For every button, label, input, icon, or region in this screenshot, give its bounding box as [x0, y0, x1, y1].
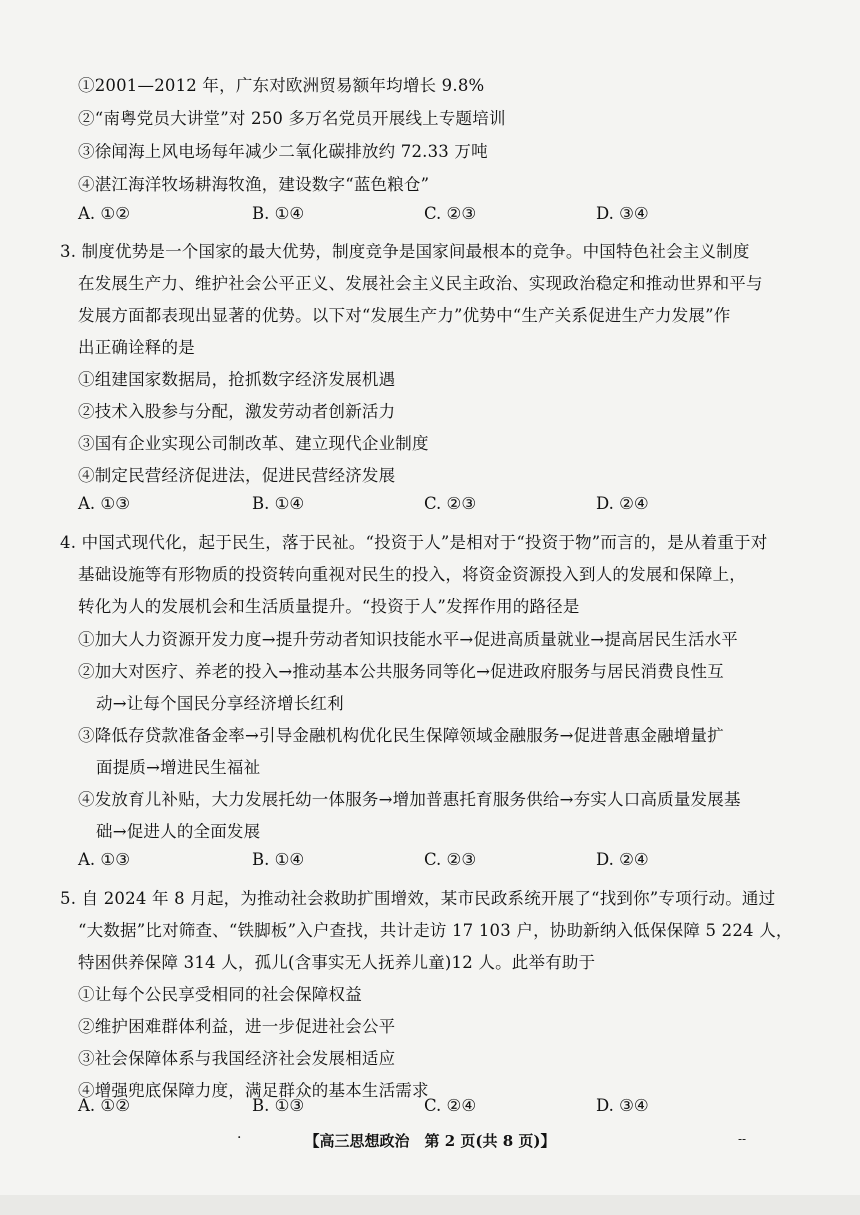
- q5-option-d: D. ③④: [596, 1096, 649, 1115]
- q4-option-c: C. ②③: [424, 850, 477, 869]
- q5-option-c: C. ②④: [424, 1096, 477, 1115]
- q3-stem-line-2: 在发展生产力、维护社会公平正义、发展社会主义民主政治、实现政治稳定和推动世界和平与: [78, 274, 763, 293]
- q5-choice-4: ④增强兜底保障力度，满足群众的基本生活需求: [78, 1081, 429, 1100]
- q3-option-b: B. ①④: [252, 494, 305, 513]
- q5-stem-line-1: 5. 自 2024 年 8 月起，为推动社会救助扩围增效，某市民政系统开展了“找到你”专项行动。通过: [60, 889, 776, 908]
- q3-choice-4: ④制定民营经济促进法，促进民营经济发展: [78, 466, 396, 485]
- q3-choice-2: ②技术入股参与分配，激发劳动者创新活力: [78, 402, 396, 421]
- stray-dash-mark: --: [738, 1132, 747, 1146]
- q3-option-c: C. ②③: [424, 494, 477, 513]
- q2-option-b: B. ①④: [252, 204, 305, 223]
- q5-option-b: B. ①③: [252, 1096, 305, 1115]
- q2-choice-1: ①2001—2012 年，广东对欧洲贸易额年均增长 9.8%: [78, 76, 485, 95]
- stray-dot-mark: ·: [237, 1130, 242, 1146]
- q4-choice-3-cont: 面提质→增进民生福祉: [96, 758, 261, 777]
- q5-choice-2: ②维护困难群体利益，进一步促进社会公平: [78, 1017, 396, 1036]
- q2-choice-2: ②“南粤党员大讲堂”对 250 多万名党员开展线上专题培训: [78, 109, 506, 128]
- q3-option-a: A. ①③: [78, 494, 130, 513]
- q5-stem-line-3: 特困供养保障 314 人，孤儿(含事实无人抚养儿童)12 人。此举有助于: [78, 953, 596, 972]
- q3-choice-1: ①组建国家数据局，抢抓数字经济发展机遇: [78, 370, 396, 389]
- q2-choice-3: ③徐闻海上风电场每年减少二氧化碳排放约 72.33 万吨: [78, 142, 488, 161]
- q4-stem-line-3: 转化为人的发展机会和生活质量提升。“投资于人”发挥作用的路径是: [78, 597, 580, 616]
- q2-option-d: D. ③④: [596, 204, 649, 223]
- q2-option-c: C. ②③: [424, 204, 477, 223]
- q4-choice-1: ①加大人力资源开发力度→提升劳动者知识技能水平→促进高质量就业→提高居民生活水平: [78, 630, 738, 649]
- q4-choice-2-cont: 动→让每个国民分享经济增长红利: [96, 694, 344, 713]
- scan-bottom-margin: [0, 1195, 860, 1215]
- q4-choice-4: ④发放育儿补贴，大力发展托幼一体服务→增加普惠托育服务供给→夯实人口高质量发展基: [78, 790, 741, 809]
- q3-stem-line-4: 出正确诠释的是: [78, 338, 195, 357]
- q4-choice-3: ③降低存贷款准备金率→引导金融机构优化民生保障领域金融服务→促进普惠金融增量扩: [78, 726, 724, 745]
- q3-stem-line-3: 发展方面都表现出显著的优势。以下对“发展生产力”优势中“生产关系促进生产力发展”作: [78, 306, 731, 325]
- q4-stem-line-2: 基础设施等有形物质的投资转向重视对民生的投入，将资金资源投入到人的发展和保障上，: [78, 565, 746, 584]
- q2-choice-4: ④湛江海洋牧场耕海牧渔，建设数字“蓝色粮仓”: [78, 175, 430, 194]
- q4-choice-2: ②加大对医疗、养老的投入→推动基本公共服务同等化→促进政府服务与居民消费良性互: [78, 662, 724, 681]
- q4-stem-line-1: 4. 中国式现代化，起于民生，落于民祉。“投资于人”是相对于“投资于物”而言的，是从着重于对: [60, 533, 768, 552]
- q4-option-a: A. ①③: [78, 850, 130, 869]
- q4-option-b: B. ①④: [252, 850, 305, 869]
- q5-choice-1: ①让每个公民享受相同的社会保障权益: [78, 985, 362, 1004]
- q4-choice-4-cont: 础→促进人的全面发展: [96, 822, 261, 841]
- page-footer: 【高三思想政治 第 2 页(共 8 页)】: [304, 1132, 556, 1150]
- q4-option-d: D. ②④: [596, 850, 649, 869]
- q5-choice-3: ③社会保障体系与我国经济社会发展相适应: [78, 1049, 396, 1068]
- q3-option-d: D. ②④: [596, 494, 649, 513]
- q5-option-a: A. ①②: [78, 1096, 130, 1115]
- q5-stem-line-2: “大数据”比对筛查、“铁脚板”入户查找，共计走访 17 103 户，协助新纳入低保保障 5 224 人，: [78, 921, 793, 940]
- q3-choice-3: ③国有企业实现公司制改革、建立现代企业制度: [78, 434, 429, 453]
- q2-option-a: A. ①②: [78, 204, 130, 223]
- q3-stem-line-1: 3. 制度优势是一个国家的最大优势，制度竞争是国家间最根本的竞争。中国特色社会主义制度: [60, 242, 750, 261]
